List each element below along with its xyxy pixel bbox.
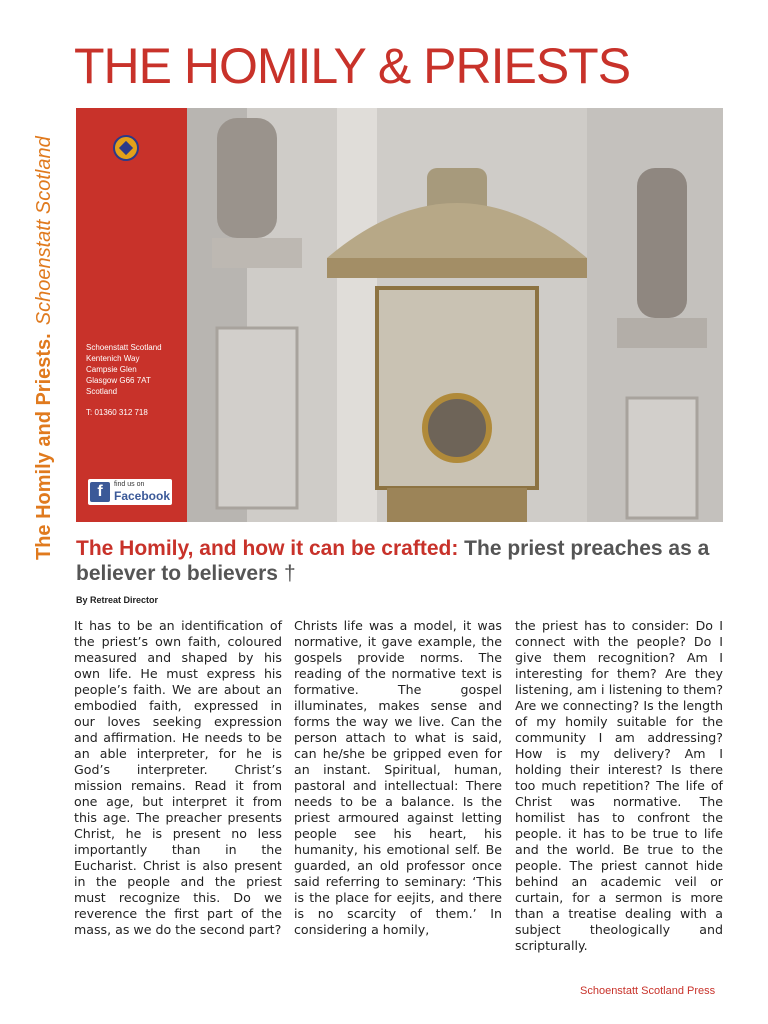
headline-gray: The priest preaches as a believer to believers <box>76 537 710 585</box>
side-label-title: The Homily and Priests. <box>33 333 55 560</box>
byline: By Retreat Director <box>76 595 159 605</box>
address-block <box>86 342 162 418</box>
address-line: Campsie Glen <box>86 365 137 374</box>
facebook-icon: f <box>90 482 110 502</box>
address-line: Kentenich Way <box>86 354 140 363</box>
headline-red: The Homily, and how it can be crafted: <box>76 537 459 560</box>
vertical-side-label <box>32 136 56 560</box>
pulpit-photo <box>187 108 723 522</box>
side-label-org: Schoenstatt Scotland <box>33 136 55 326</box>
article-headline <box>76 536 736 586</box>
article-column-1: It has to be an identification of the priest’s own faith, coloured measured and shaped by his own life. He must express his people’s faith. We are about an embodied faith, expressed in our loves seeking expression and affirmation. He needs to be an able interpreter, for he is God’s interpreter. Christ’s mission remains. Read it from one age, but interpret it from this age. The preacher presents Christ, he is present no less importantly than in the Eucharist. Christ is also present in the people and the priest must recognize this. Do we reverence the first part of the mass, as we do the second part? <box>74 618 282 937</box>
phone-number: T: 01360 312 718 <box>86 408 148 417</box>
address-line: Glasgow G66 7AT <box>86 376 151 385</box>
contact-panel <box>76 108 187 522</box>
facebook-name: Facebook <box>114 489 171 503</box>
schoenstatt-shrine-logo-icon <box>113 135 139 161</box>
page-title <box>74 36 630 96</box>
footer-publisher: Schoenstatt Scotland Press <box>580 985 716 997</box>
address-line: Scotland <box>86 387 118 396</box>
title-part-homily: THE HOMILY <box>74 38 378 94</box>
pulpit-illustration <box>187 108 723 522</box>
address-line: Schoenstatt Scotland <box>86 343 162 352</box>
cross-icon: † <box>283 562 296 585</box>
title-part-priests: & PRIESTS <box>377 38 631 94</box>
facebook-badge[interactable] <box>88 479 172 505</box>
article-column-3: the priest has to consider: Do I connect with the people? Do I give them recognition? Am I interesting for them? Are they listening, am i listening to them? Are we connecting? Is the length of my homily suitable for the community I am addressing? How is my delivery? Am I holding their interest? Is there too much repetition? The life of Christ was normative. The homilist has to confront the people. it has to be true to life and the world. Be true to the people. The priest cannot hide behind an academic veil or curtain, for a sermon is more than a treatise dealing with a subject theologically and scripturally. <box>515 618 723 953</box>
article-column-2: Christs life was a model, it was normative, it gave example, the gospels provide norms. The reading of the normative text is formative. The gospel illuminates, makes sense and forms the way we live. Can the person attach to what is said, can he/she be gripped even for an instant. Spiritual, human, pastoral and intellectual: There needs to be a balance. Is the priest armoured against letting people see his heart, his humanity, his emotional self. Be guarded, an old professor once said referring to seminary: ‘This is the place for eejits, and there is no scarcity of them.’ In considering a homily, <box>294 618 502 937</box>
facebook-find-text: find us on <box>114 481 145 488</box>
